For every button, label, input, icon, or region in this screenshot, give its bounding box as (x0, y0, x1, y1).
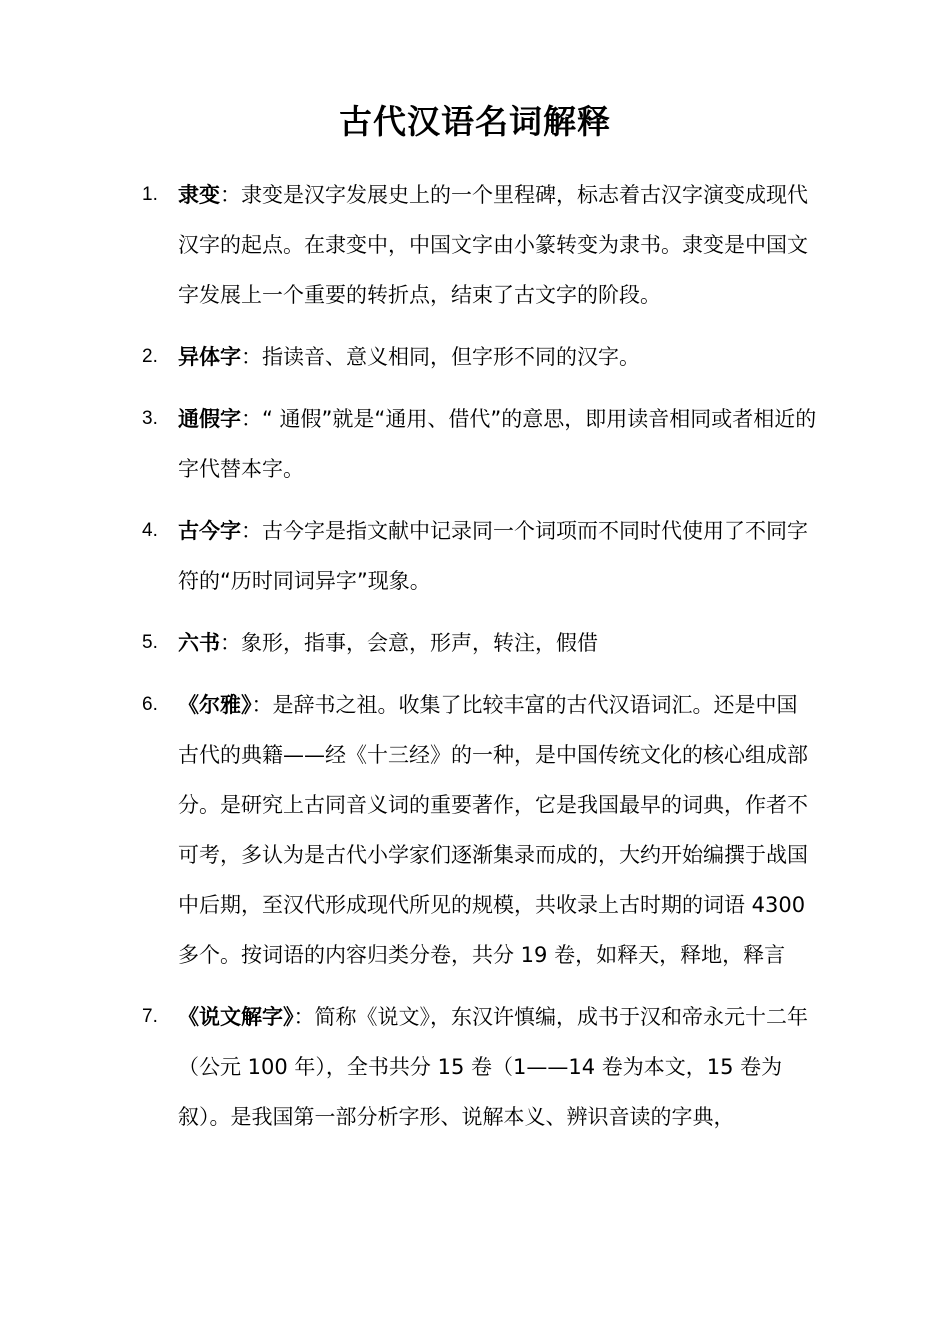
item-definition: 古今字是指文献中记录同一个词项而不同时代使用了不同字符的“历时同词异字”现象。 (178, 519, 808, 593)
item-definition: 隶变是汉字发展史上的一个里程碑，标志着古汉字演变成现代汉字的起点。在隶变中，中国文字由小篆转变为隶书。隶变是中国文字发展上一个重要的转折点，结束了古文字的阶段。 (178, 183, 808, 307)
item-separator: ： (241, 345, 262, 369)
item-separator: ： (293, 1005, 315, 1029)
item-term: 异体字 (178, 345, 241, 369)
item-separator: ： (220, 183, 241, 207)
item-separator: ： (251, 693, 273, 717)
term-list (0, 170, 950, 1154)
list-item (142, 170, 818, 320)
item-number: 1. (142, 184, 158, 205)
list-item (142, 506, 818, 606)
item-term: 六书 (178, 631, 220, 655)
item-term: 通假字 (178, 407, 241, 431)
item-number: 4. (142, 520, 158, 541)
list-item (142, 332, 818, 382)
item-definition: 简称《说文》，东汉许慎编，成书于汉和帝永元十二年（公元 100 年），全书共分 15 卷（1——14 卷为本文，15 卷为叙）。是我国第一部分析字形、说解本义、辨识音读的字典， (178, 1005, 808, 1129)
item-term: 隶变 (178, 183, 220, 207)
item-definition: 象形，指事，会意，形声，转注，假借 (241, 631, 598, 655)
item-term: 古今字 (178, 519, 241, 543)
item-number: 7. (142, 1006, 158, 1027)
item-definition: “ 通假”就是“通用、借代”的意思，即用读音相同或者相近的字代替本字。 (178, 407, 817, 481)
item-definition: 指读音、意义相同，但字形不同的汉字。 (262, 345, 640, 369)
list-item (142, 394, 818, 494)
item-separator: ： (220, 631, 241, 655)
list-item (142, 680, 818, 980)
item-number: 2. (142, 346, 158, 367)
item-definition: 是辞书之祖。收集了比较丰富的古代汉语词汇。还是中国古代的典籍——经《十三经》的一种，是中国传统文化的核心组成部分。是研究上古同音义词的重要著作，它是我国最早的词典，作者不可考，多认为是古代小学家们逐渐集录而成的，大约开始编撰于战国中后期，至汉代形成现代所见的规模，共收录上古时期的词语 4300 多个。按词语的内容归类分卷，共分 19 卷，如释天，释地，释言 (178, 693, 808, 967)
item-number: 5. (142, 632, 158, 653)
item-separator: ： (241, 519, 262, 543)
item-number: 6. (142, 694, 158, 715)
item-separator: ： (241, 407, 262, 431)
list-item (142, 618, 818, 668)
document-title: 古代汉语名词解释 (339, 102, 611, 141)
list-item (142, 992, 818, 1142)
item-term: 《说文解字》 (178, 1005, 294, 1029)
item-term: 《尔雅》 (178, 693, 252, 717)
item-number: 3. (142, 408, 158, 429)
